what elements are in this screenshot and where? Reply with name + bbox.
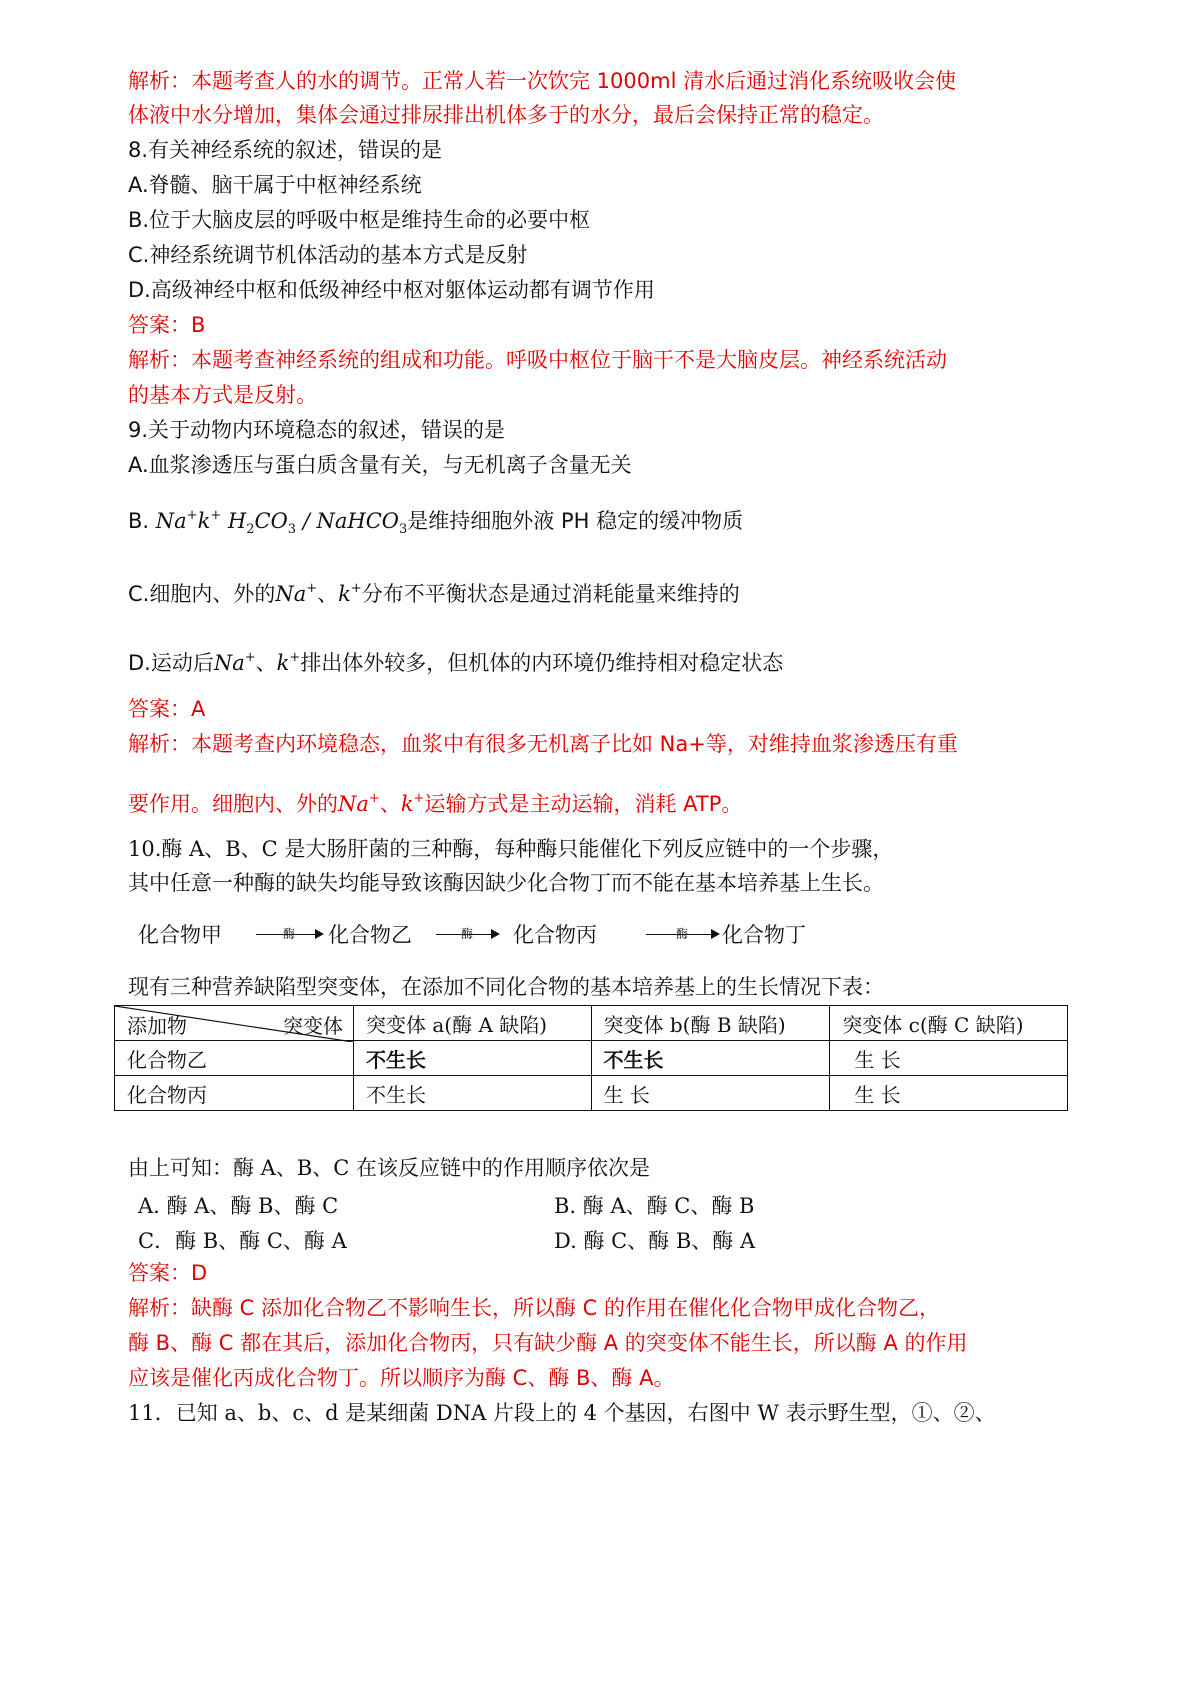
k-ion: k+ xyxy=(338,581,362,606)
row-label: 化合物乙 xyxy=(115,1041,354,1076)
q9-analysis-suffix: 运输方式是主动运输，消耗 ATP。 xyxy=(424,792,743,816)
table-header: 突变体 b(酶 B 缺陷) xyxy=(591,1006,830,1041)
q8-stem: 8.有关神经系统的叙述，错误的是 xyxy=(128,138,443,162)
table-row xyxy=(115,1041,1068,1076)
separator: 、 xyxy=(317,582,339,606)
growth-table xyxy=(114,1005,1068,1111)
compound-jia: 化合物甲 xyxy=(138,923,222,947)
q10-option-c: C．酶 B、酶 C、酶 A xyxy=(138,1229,347,1253)
q10-analysis-line-3: 应该是催化丙成化合物丁。所以顺序为酶 C、酶 B、酶 A。 xyxy=(128,1366,675,1390)
q8-option-b: B.位于大脑皮层的呼吸中枢是维持生命的必要中枢 xyxy=(128,208,591,232)
q10-analysis-line-2: 酶 B、酶 C 都在其后，添加化合物丙，只有缺少酶 A 的突变体不能生长，所以酶 A 的作用 xyxy=(128,1331,968,1355)
q9-analysis-line-2 xyxy=(128,786,742,817)
q9-answer: 答案：A xyxy=(128,697,206,721)
q9-option-c-prefix: C.细胞内、外的 xyxy=(128,582,276,606)
q10-option-b: B. 酶 A、酶 C、酶 B xyxy=(554,1194,755,1218)
q10-option-d: D. 酶 C、酶 B、酶 A xyxy=(554,1229,756,1253)
table-row xyxy=(115,1076,1068,1111)
separator: 、 xyxy=(255,651,277,675)
table-cell: 生 长 xyxy=(591,1076,830,1111)
q9-analysis-prefix: 要作用。细胞内、外的 xyxy=(128,792,338,816)
q7-analysis-line-2: 体液中水分增加，集体会通过排尿排出机体多于的水分，最后会保持正常的稳定。 xyxy=(128,103,884,127)
q9-option-a: A.血浆渗透压与蛋白质含量有关，与无机离子含量无关 xyxy=(128,453,632,477)
compound-ding: 化合物丁 xyxy=(722,923,806,947)
compound-bing: 化合物丙 xyxy=(513,923,597,947)
enzyme-label: 酶 xyxy=(675,927,688,941)
table-cell: 不生长 xyxy=(354,1041,592,1076)
q9-option-d xyxy=(128,645,783,676)
q10-answer: 答案：D xyxy=(128,1261,208,1285)
table-intro: 现有三种营养缺陷型突变体，在添加不同化合物的基本培养基上的生长情况下表： xyxy=(128,975,884,999)
table-header: 突变体 a(酶 A 缺陷) xyxy=(354,1006,592,1041)
k-ion: k+ xyxy=(276,650,301,675)
k-ion: k+ xyxy=(400,791,425,816)
arrow-1 xyxy=(256,927,322,941)
q9-option-d-prefix: D.运动后 xyxy=(128,651,214,675)
table-cell: 生 长 xyxy=(830,1076,1068,1111)
q9-option-b-suffix: 是维持细胞外液 PH 稳定的缓冲物质 xyxy=(407,509,744,533)
table-header-row xyxy=(115,1006,1068,1041)
q10-analysis-line-1: 解析：缺酶 C 添加化合物乙不影响生长，所以酶 C 的作用在催化化合物甲成化合物乙， xyxy=(128,1296,941,1320)
na-ion: Na+ xyxy=(275,581,318,606)
q10-option-a: A. 酶 A、酶 B、酶 C xyxy=(138,1194,339,1218)
q11-stem: 11．已知 a、b、c、d 是某细菌 DNA 片段上的 4 个基因，右图中 W 表示野生型，①、②、 xyxy=(128,1401,996,1425)
corner-label-additive: 添加物 xyxy=(127,1014,187,1038)
enzyme-label: 酶 xyxy=(282,927,295,941)
q9-option-b xyxy=(128,503,743,543)
q9-analysis-line-1: 解析：本题考查内环境稳态，血浆中有很多无机离子比如 Na+等，对维持血浆渗透压有重 xyxy=(128,732,958,756)
q10-stem-line-1: 10.酶 A、B、C 是大肠肝菌的三种酶，每种酶只能催化下列反应链中的一个步骤， xyxy=(128,837,894,861)
arrow-3 xyxy=(646,927,718,941)
q8-analysis-line-1: 解析：本题考查神经系统的组成和功能。呼吸中枢位于脑干不是大脑皮层。神经系统活动 xyxy=(128,348,947,372)
q10-stem-line-2: 其中任意一种酶的缺失均能导致该酶因缺少化合物丁而不能在基本培养基上生长。 xyxy=(128,871,884,895)
q8-option-d: D.高级神经中枢和低级神经中枢对躯体运动都有调节作用 xyxy=(128,278,655,302)
q10-question: 由上可知：酶 A、B、C 在该反应链中的作用顺序依次是 xyxy=(128,1156,651,1180)
q9-option-b-prefix: B. xyxy=(128,509,156,533)
q9-option-b-formula: Na+k+ $H_2CO_3$ / NaHCO$_3$ xyxy=(155,508,408,537)
table-cell: 生 长 xyxy=(830,1041,1068,1076)
na-ion: Na+ xyxy=(213,650,256,675)
q8-analysis-line-2: 的基本方式是反射。 xyxy=(128,383,317,407)
q9-stem: 9.关于动物内环境稳态的叙述，错误的是 xyxy=(128,418,506,442)
arrow-2 xyxy=(436,927,498,941)
separator: 、 xyxy=(379,792,401,816)
na-ion: Na+ xyxy=(338,791,380,816)
table-header: 突变体 c(酶 C 缺陷) xyxy=(830,1006,1068,1041)
q9-option-d-suffix: 排出体外较多，但机体的内环境仍维持相对稳定状态 xyxy=(300,651,784,675)
q9-option-c xyxy=(128,576,740,607)
table-cell: 不生长 xyxy=(354,1076,592,1111)
q7-analysis-line-1: 解析：本题考查人的水的调节。正常人若一次饮完 1000ml 清水后通过消化系统吸收会使 xyxy=(128,69,957,93)
table-corner-cell xyxy=(115,1006,354,1041)
compound-yi: 化合物乙 xyxy=(328,923,412,947)
q9-option-c-suffix: 分布不平衡状态是通过消耗能量来维持的 xyxy=(361,582,740,606)
q8-option-a: A.脊髓、脑干属于中枢神经系统 xyxy=(128,173,422,197)
enzyme-label: 酶 xyxy=(460,927,473,941)
table-cell: 不生长 xyxy=(591,1041,830,1076)
row-label: 化合物丙 xyxy=(115,1076,354,1111)
corner-label-mutant: 突变体 xyxy=(283,1014,343,1038)
q8-answer: 答案：B xyxy=(128,313,206,337)
q8-option-c: C.神经系统调节机体活动的基本方式是反射 xyxy=(128,243,528,267)
